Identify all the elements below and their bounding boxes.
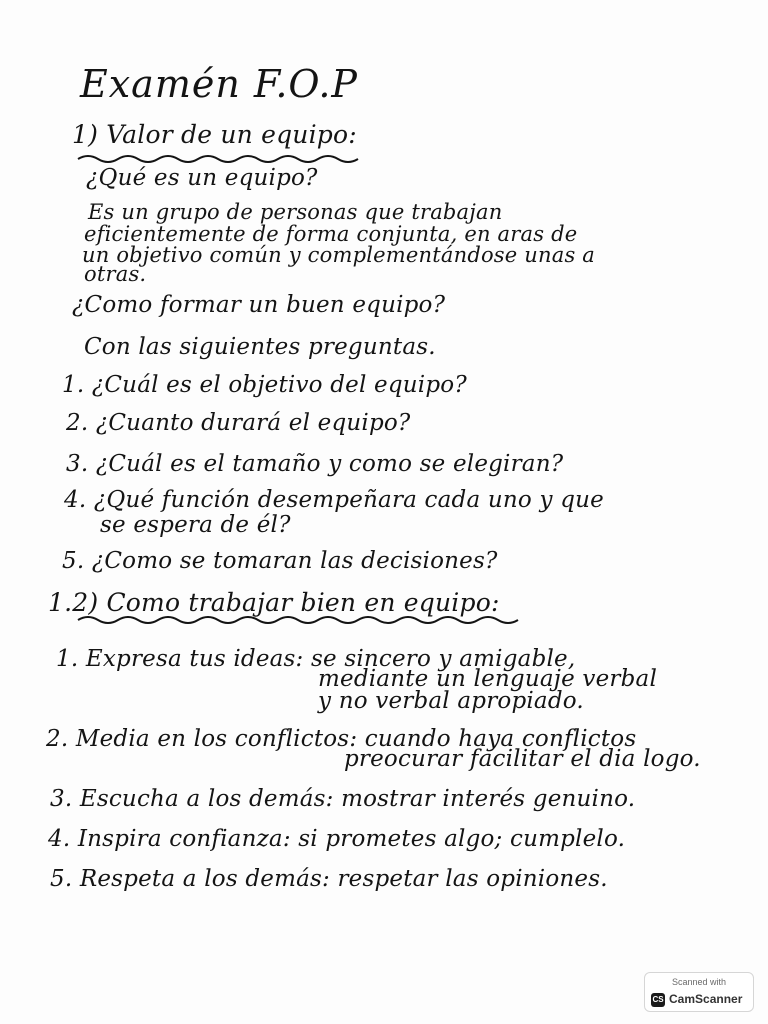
questions-intro: Con las siguientes preguntas.	[84, 334, 436, 360]
question-what-is-team: ¿Qué es un equipo?	[86, 165, 318, 191]
tip-4: 4. Inspira confianza: si prometes algo; cumplelo.	[48, 826, 626, 852]
section-1-heading: 1) Valor de un equipo:	[72, 120, 357, 149]
tip-1-cont-b: y no verbal apropiado.	[318, 688, 584, 714]
tip-3: 3. Escucha a los demás: mostrar interés genuino.	[50, 786, 636, 812]
question-item-5: 5. ¿Como se tomaran las decisiones?	[62, 548, 498, 574]
question-item-1: 1. ¿Cuál es el objetivo del equipo?	[62, 372, 467, 398]
question-how-to-form-team: ¿Como formar un buen equipo?	[72, 292, 446, 318]
tip-5: 5. Respeta a los demás: respetar las opiniones.	[50, 866, 608, 892]
tip-1: 1. Expresa tus ideas: se sincero y amigable,	[56, 646, 576, 672]
camscanner-logo-icon: CS	[651, 993, 665, 1007]
scanned-with-label: Scanned with	[671, 977, 727, 987]
section-2-underline	[76, 612, 526, 628]
camscanner-brand: CamScanner	[669, 992, 743, 1006]
page-title: Examén F.O.P	[80, 62, 358, 106]
section-2-heading: 1.2) Como trabajar bien en equipo:	[48, 588, 500, 617]
camscanner-watermark	[644, 972, 754, 1012]
question-item-4-cont: se espera de él?	[100, 512, 291, 538]
tip-1-cont-a: mediante un lenguaje verbal	[318, 666, 658, 692]
answer-line-1: Es un grupo de personas que trabajan	[88, 200, 503, 224]
question-item-2: 2. ¿Cuanto durará el equipo?	[66, 410, 411, 436]
answer-line-3: un objetivo común y complementándose unas a	[82, 243, 596, 267]
answer-line-2: eficientemente de forma conjunta, en aras de	[84, 222, 578, 246]
tip-2-cont: preocurar facilitar el dia logo.	[344, 746, 701, 772]
section-1-underline	[76, 152, 376, 166]
answer-line-4: otras.	[84, 262, 147, 286]
question-item-3: 3. ¿Cuál es el tamaño y como se elegiran?	[66, 451, 564, 477]
tip-2: 2. Media en los conflictos: cuando haya conflictos	[46, 726, 637, 752]
question-item-4: 4. ¿Qué función desempeñara cada uno y que	[64, 487, 604, 513]
